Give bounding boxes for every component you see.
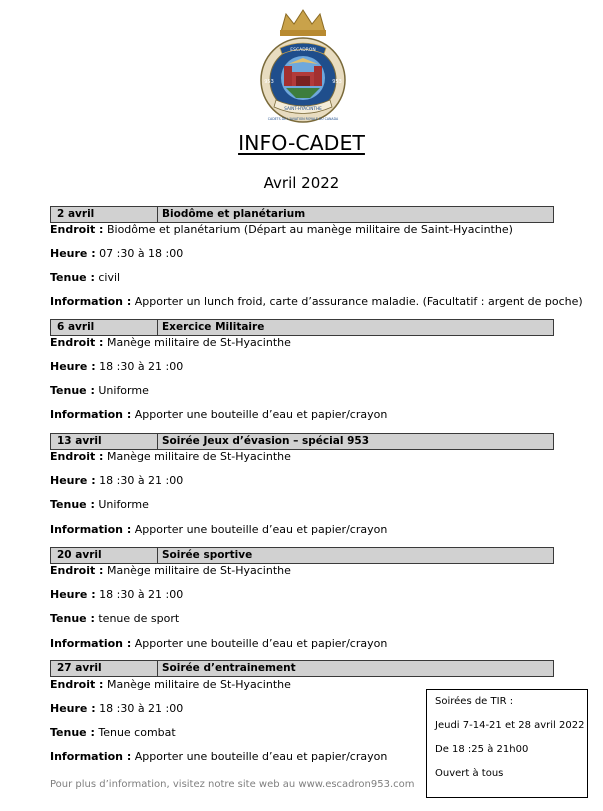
event-date: 27 avril [57, 662, 102, 674]
header-divider [157, 434, 158, 449]
event-date: 13 avril [57, 435, 102, 447]
event-endroit: Endroit : Manège militaire de St-Hyacinthe [50, 564, 291, 577]
event-heure: Heure : 18 :30 à 21 :00 [50, 474, 184, 487]
month-subtitle: Avril 2022 [263, 174, 340, 192]
svg-text:CADETS DE L'AVIATION ROYALE DU: CADETS DE L'AVIATION ROYALE DU CANADA [267, 117, 339, 121]
event-date: 6 avril [57, 321, 95, 333]
event-block [50, 206, 583, 308]
tir-open: Ouvert à tous [435, 768, 504, 779]
tir-hours: De 18 :25 à 21h00 [435, 744, 529, 755]
footer-note: Pour plus d’information, visitez notre site web au www.escadron953.com [50, 779, 415, 790]
event-block [50, 319, 554, 421]
page-title: INFO-CADET [238, 131, 365, 155]
event-header-bar [50, 660, 554, 677]
event-tenue: Tenue : Uniforme [50, 384, 149, 397]
svg-text:953: 953 [332, 79, 342, 85]
event-header-bar [50, 319, 554, 336]
tir-info-box [426, 689, 588, 798]
event-information: Information : Apporter un lunch froid, carte d’assurance maladie. (Facultatif : argent de poche) [50, 295, 583, 308]
event-header-bar [50, 206, 554, 223]
event-information: Information : Apporter une bouteille d’eau et papier/crayon [50, 523, 388, 536]
svg-text:SAINT-HYACINTHE: SAINT-HYACINTHE [284, 106, 322, 111]
svg-text:953: 953 [264, 79, 274, 85]
event-block [50, 433, 554, 536]
tir-title: Soirées de TIR : [435, 696, 514, 707]
event-name: Soirée sportive [162, 549, 253, 561]
event-endroit: Endroit : Biodôme et planétarium (Départ au manège militaire de Saint-Hyacinthe) [50, 223, 513, 236]
event-tenue: Tenue : Tenue combat [50, 726, 176, 739]
event-heure: Heure : 18 :30 à 21 :00 [50, 588, 184, 601]
event-name: Soirée d’entrainement [162, 662, 296, 674]
event-endroit: Endroit : Manège militaire de St-Hyacinthe [50, 450, 291, 463]
event-tenue: Tenue : Uniforme [50, 498, 149, 511]
event-heure: Heure : 07 :30 à 18 :00 [50, 247, 184, 260]
event-date: 20 avril [57, 549, 102, 561]
event-date: 2 avril [57, 208, 95, 220]
event-tenue: Tenue : tenue de sport [50, 612, 180, 625]
event-block [50, 547, 554, 650]
event-name: Biodôme et planétarium [162, 208, 306, 220]
squadron-crest-logo [248, 8, 358, 126]
header-divider [157, 207, 158, 222]
event-endroit: Endroit : Manège militaire de St-Hyacinthe [50, 678, 291, 691]
event-information: Information : Apporter une bouteille d’eau et papier/crayon [50, 408, 388, 421]
svg-text:ESCADRON: ESCADRON [290, 48, 316, 53]
event-information: Information : Apporter une bouteille d’eau et papier/crayon [50, 750, 388, 763]
crest-emblem-icon [248, 8, 358, 126]
tir-dates: Jeudi 7-14-21 et 28 avril 2022 [435, 720, 585, 731]
event-information: Information : Apporter une bouteille d’eau et papier/crayon [50, 637, 388, 650]
header-divider [157, 320, 158, 335]
event-name: Exercice Militaire [162, 321, 265, 333]
header-divider [157, 661, 158, 676]
event-tenue: Tenue : civil [50, 271, 121, 284]
event-header-bar [50, 547, 554, 564]
event-name: Soirée Jeux d’évasion – spécial 953 [162, 435, 370, 447]
event-header-bar [50, 433, 554, 450]
event-heure: Heure : 18 :30 à 21 :00 [50, 360, 184, 373]
event-heure: Heure : 18 :30 à 21 :00 [50, 702, 184, 715]
event-endroit: Endroit : Manège militaire de St-Hyacinthe [50, 336, 291, 349]
header-divider [157, 548, 158, 563]
